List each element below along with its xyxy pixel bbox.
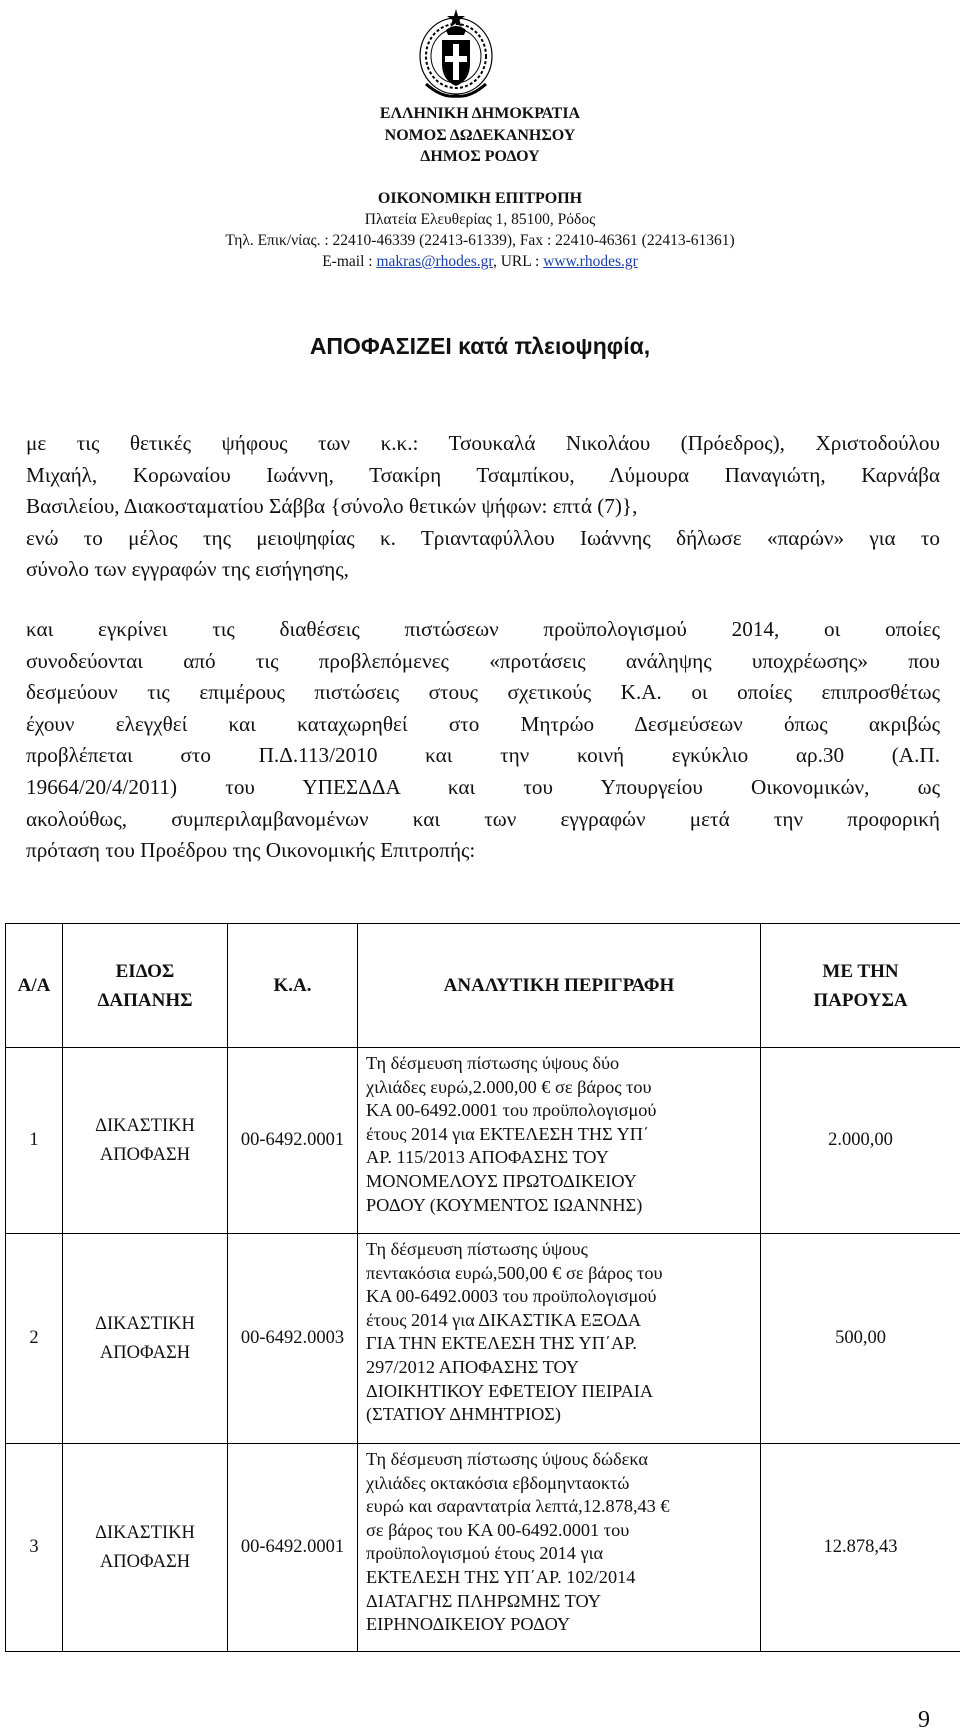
decision-heading: ΑΠΟΦΑΣΙΖΕΙ κατά πλειοψηφία, — [309, 333, 651, 359]
expense-type-line: ΔΙΚΑΣΤΙΚΗ — [95, 1313, 195, 1334]
expense-type-line: ΔΙΚΑΣΤΙΚΗ — [95, 1522, 195, 1543]
header-aa: Α/Α — [6, 924, 63, 1048]
email-link[interactable]: makras@rhodes.gr — [376, 253, 493, 270]
description-line: ΚΑ 00-6492.0001 του προϋπολογισμού — [366, 1100, 657, 1121]
description-line: ΡΟΔΟΥ (ΚΟΥΜΕΝΤΟΣ ΙΩΑΝΝΗΣ) — [366, 1194, 643, 1215]
page-number: 9 — [918, 1707, 930, 1733]
email-label: E-mail : — [322, 253, 377, 270]
paragraph-line: 19664/20/4/2011) του ΥΠΕΣΔΔΑ και του Υπουργείου Οικονομικών, ως — [26, 774, 940, 799]
paragraph-line: έχουν ελεγχθεί και καταχωρηθεί στο Μητρώο Δεσμεύσεων όπως ακριβώς — [26, 711, 940, 736]
paragraph-line: σύνολο των εγγραφών της εισήγησης, — [26, 557, 349, 582]
row-aa: 1 — [6, 1048, 63, 1234]
row-description — [358, 1234, 761, 1444]
paragraph-line: συνοδεύονται από τις προβλεπόμενες «προτάσεις ανάληψης υποχρέωσης» που — [26, 648, 940, 673]
row-aa: 3 — [6, 1444, 63, 1652]
header-description: ΑΝΑΛΥΤΙΚΗ ΠΕΡΙΓΡΑΦΗ — [358, 924, 761, 1048]
row-ka: 00-6492.0001 — [228, 1444, 358, 1652]
description-line: ΔΙΟΙΚΗΤΙΚΟΥ ΕΦΕΤΕΙΟΥ ΠΕΙΡΑΙΑ — [366, 1380, 654, 1401]
description-line: Τη δέσμευση πίστωσης ύψους — [366, 1239, 588, 1259]
greek-coat-of-arms-emblem — [412, 4, 500, 100]
header-amount-line: ΠΑΡΟΥΣΑ — [813, 989, 908, 1011]
table-row — [6, 1444, 960, 1652]
row-aa: 2 — [6, 1234, 63, 1444]
url-link[interactable]: www.rhodes.gr — [543, 253, 638, 270]
description-line: έτους 2014 για ΔΙΚΑΣΤΙΚΑ ΕΞΟΔΑ — [366, 1309, 642, 1330]
header-amount-line: ΜΕ ΤΗΝ — [822, 960, 899, 982]
paragraph-line: Βασιλείου, Διακοσταματίου Σάββα {σύνολο θετικών ψήφων: επτά (7)}, — [26, 494, 638, 519]
row-amount: 500,00 — [761, 1234, 960, 1444]
header-expense-type-line: ΕΙΔΟΣ — [115, 960, 175, 982]
paragraph-line: δεσμεύουν τις επιμέρους πιστώσεις στους σχετικούς Κ.Α. οι οποίες επιπροσθέτως — [26, 680, 940, 705]
table-row — [6, 1234, 960, 1444]
header-amount — [761, 924, 960, 1048]
header-expense-type — [63, 924, 228, 1048]
header-contact — [0, 252, 960, 271]
table-header-row — [6, 924, 960, 1048]
description-line: έτους 2014 για ΕΚΤΕΛΕΣΗ ΤΗΣ ΥΠ΄ — [366, 1123, 650, 1144]
expense-type-line: ΑΠΟΦΑΣΗ — [99, 1144, 191, 1165]
description-line: σε βάρος του ΚΑ 00-6492.0001 του — [366, 1519, 630, 1540]
row-ka: 00-6492.0001 — [228, 1048, 358, 1234]
url-label: , URL : — [492, 253, 544, 270]
votes-paragraph — [26, 428, 940, 586]
row-expense-type — [63, 1444, 228, 1652]
description-line: ΕΚΤΕΛΕΣΗ ΤΗΣ ΥΠ΄ΑΡ. 102/2014 — [366, 1566, 636, 1587]
row-description — [358, 1444, 761, 1652]
row-amount: 2.000,00 — [761, 1048, 960, 1234]
budget-commitments-table — [5, 923, 960, 1652]
description-line: Τη δέσμευση πίστωσης ύψους δύο — [366, 1053, 620, 1073]
paragraph-line: Μιχαήλ, Κορωναίου Ιωάννη, Τσακίρη Τσαμπίκου, Λύμουρα Παναγιώτη, Καρνάβα — [26, 462, 940, 487]
description-line: ΜΟΝΟΜΕΛΟΥΣ ΠΡΩΤΟΔΙΚΕΙΟΥ — [366, 1170, 637, 1191]
paragraph-line: και εγκρίνει τις διαθέσεις πιστώσεων προϋπολογισμού 2014, οι οποίες — [26, 617, 940, 641]
description-line: (ΣΤΑΤΙΟΥ ΔΗΜΗΤΡΙΟΣ) — [366, 1404, 562, 1425]
header-country: ΕΛΛΗΝΙΚΗ ΔΗΜΟΚΡΑΤΙΑ — [379, 105, 581, 122]
row-description — [358, 1048, 761, 1234]
description-line: πεντακόσια ευρώ,500,00 € σε βάρος του — [366, 1262, 663, 1283]
row-amount: 12.878,43 — [761, 1444, 960, 1652]
paragraph-line: πρόταση του Προέδρου της Οικονομικής Επιτροπής: — [26, 838, 476, 863]
expense-type-line: ΑΠΟΦΑΣΗ — [99, 1342, 191, 1363]
paragraph-line: ακολούθως, συμπεριλαμβανομένων και των εγγραφών μετά την προφορική — [26, 806, 940, 831]
description-line: 297/2012 ΑΠΟΦΑΣΗΣ ΤΟΥ — [366, 1356, 579, 1377]
header-municipality: ΔΗΜΟΣ ΡΟΔΟΥ — [420, 148, 540, 165]
row-ka: 00-6492.0003 — [228, 1234, 358, 1444]
header-prefecture: ΝΟΜΟΣ ΔΩΔΕΚΑΝΗΣΟΥ — [384, 127, 576, 144]
paragraph-line: ενώ το μέλος της μειοψηφίας κ. Τριανταφύλλου Ιωάννης δήλωσε «παρών» για το — [26, 525, 940, 550]
description-line: χιλιάδες ευρώ,2.000,00 € σε βάρος του — [366, 1076, 652, 1097]
paragraph-line: προβλέπεται στο Π.Δ.113/2010 και την κοινή εγκύκλιο αρ.30 (Α.Π. — [26, 743, 940, 768]
description-line: ευρώ και σαραντατρία λεπτά,12.878,43 € — [366, 1496, 670, 1517]
paragraph-line: με τις θετικές ψήφους των κ.κ.: Τσουκαλά Νικολάου (Πρόεδρος), Χριστοδούλου — [26, 431, 940, 455]
header-phone: Τηλ. Επικ/νίας. : 22410-46339 (22413-61339), Fax : 22410-46361 (22413-61361) — [225, 232, 735, 249]
header-ka: Κ.Α. — [228, 924, 358, 1048]
description-line: ΓΙΑ ΤΗΝ ΕΚΤΕΛΕΣΗ ΤΗΣ ΥΠ΄ΑΡ. — [366, 1333, 637, 1354]
header-committee: ΟΙΚΟΝΟΜΙΚΗ ΕΠΙΤΡΟΠΗ — [377, 190, 583, 207]
description-line: χιλιάδες οκτακόσια εβδομηνταοκτώ — [366, 1472, 630, 1493]
description-line: ΕΙΡΗΝΟΔΙΚΕΙΟΥ ΡΟΔΟΥ — [366, 1614, 571, 1635]
table-row — [6, 1048, 960, 1234]
approval-paragraph — [26, 614, 940, 867]
description-line: ΔΙΑΤΑΓΗΣ ΠΛΗΡΩΜΗΣ ΤΟΥ — [366, 1590, 602, 1611]
row-expense-type — [63, 1234, 228, 1444]
expense-type-line: ΔΙΚΑΣΤΙΚΗ — [95, 1115, 195, 1136]
header-expense-type-line: ΔΑΠΑΝΗΣ — [97, 989, 193, 1011]
description-line: ΚΑ 00-6492.0003 του προϋπολογισμού — [366, 1286, 657, 1307]
description-line: προϋπολογισμού έτους 2014 για — [366, 1543, 604, 1564]
header-address: Πλατεία Ελευθερίας 1, 85100, Ρόδος — [364, 211, 596, 228]
row-expense-type — [63, 1048, 228, 1234]
expense-type-line: ΑΠΟΦΑΣΗ — [99, 1551, 191, 1572]
description-line: ΑΡ. 115/2013 ΑΠΟΦΑΣΗΣ ΤΟΥ — [366, 1147, 609, 1168]
description-line: Τη δέσμευση πίστωσης ύψους δώδεκα — [366, 1449, 648, 1469]
